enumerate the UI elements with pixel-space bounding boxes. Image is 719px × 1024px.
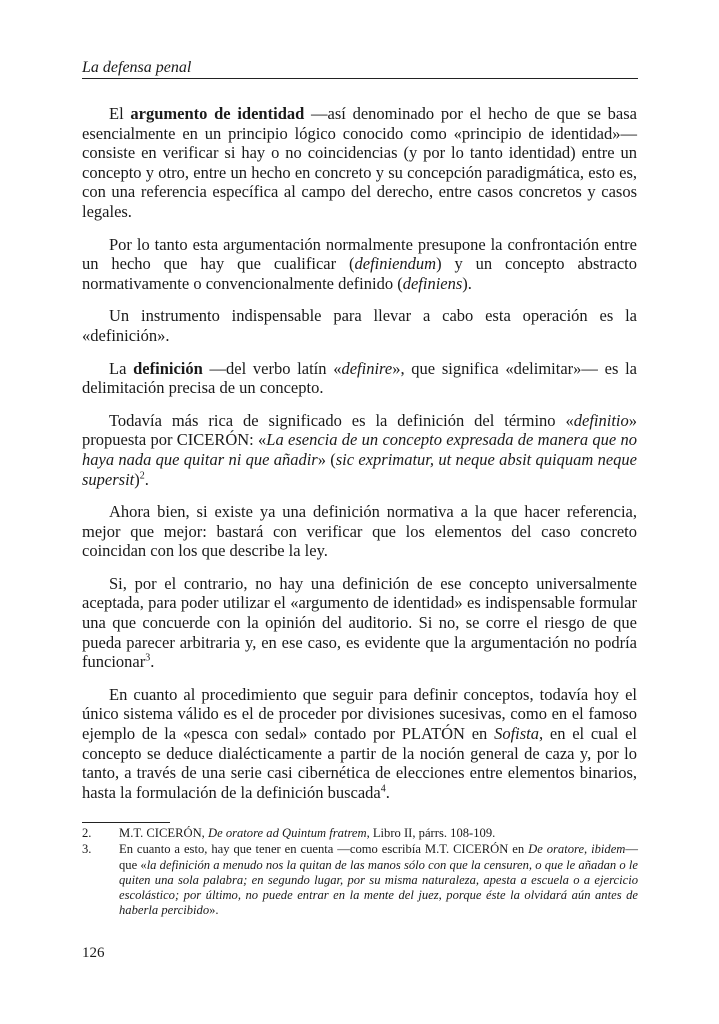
footnotes bbox=[82, 826, 638, 920]
footnote-2 bbox=[82, 826, 638, 841]
footnote-number: 3. bbox=[82, 842, 92, 857]
paragraph-definicion: La definición —del verbo latín «definire», que significa «delimitar»— es la delimitación precisa de un concepto. bbox=[82, 358, 638, 398]
running-header: La defensa penal bbox=[82, 59, 192, 76]
footnote-reference: 3 bbox=[145, 652, 151, 664]
paragraph-definitio-ciceron: Todavía más rica de significado es la definición del término «definitio» propuesta por CICERÓN: «La esencia de un concepto expresada de manera que no haya nada que quitar ni que añadir» (sic exprimatur, ut neque absit quiquam neque supersit)$^2$. bbox=[82, 410, 637, 489]
paragraph-instrumento: Un instrumento indispensable para llevar a cabo esta operación es la «definición». bbox=[82, 306, 637, 345]
paragraph-definicion-normativa: Ahora bien, si existe ya una definición normativa a la que hacer referencia, mejor que mejor: bastará con verificar que los elementos del caso concreto coincidan con los que describe la ley. bbox=[82, 502, 637, 561]
footnote-number: 2. bbox=[82, 826, 92, 840]
header-rule bbox=[82, 78, 638, 79]
term-argumento-de-identidad: argumento de identidad bbox=[130, 104, 305, 123]
page-number: 126 bbox=[82, 945, 105, 961]
paragraph-argumento-identidad: El argumento de identidad —así denominado por el hecho de que se basa esencialmente en un principio lógico conocido como «principio de identidad»— consiste en verificar si hay o no coincidencias (y por lo tanto identidad) entre un concepto y otro, entre un hecho en concreto y su concepción paradigmática, esto es, con una referencia específica al campo del derecho, entre casos concretos y casos legales. bbox=[82, 104, 638, 221]
footnote-reference: 4 bbox=[380, 783, 386, 795]
paragraph-confrontacion: Por lo tanto esta argumentación normalmente presupone la confrontación entre un hecho que hay que cualificar (definiendum) y un concepto abstracto normativamente o convencionalmente definido (definiens). bbox=[82, 234, 637, 293]
footnote-separator bbox=[82, 822, 170, 823]
footnote-reference: 2 bbox=[139, 470, 145, 481]
footnote-3 bbox=[82, 842, 638, 918]
paragraph-procedimiento: En cuanto al procedimiento que seguir para definir conceptos, todavía hoy el único sistema válido es el de proceder por divisiones sucesivas, como en el famoso ejemplo de la «pesca con sedal» contado por PLATÓN en Sofista, en el cual el concepto se deduce dialécticamente a partir de la noción general de caza y, por lo tanto, a través de una serie casi cibernética de elecciones entre elementos binarios, hasta la formulación de la definición buscada$^4$. bbox=[82, 684, 637, 802]
paragraph-sin-definicion: Si, por el contrario, no hay una definición de ese concepto universalmente aceptada, para poder utilizar el «argumento de identidad» es indispensable formular una que concuerde con la opinión del auditorio. Si no, se corre el riesgo de que pueda parecer arbitraria y, en ese caso, es evidente que la argumentación no podría funcionar$^3$. bbox=[82, 573, 637, 672]
footnote-text: M.T. CICERÓN, De oratore ad Quintum fratrem, Libro II, párrs. 108-109. bbox=[119, 826, 496, 840]
body-text bbox=[82, 104, 637, 815]
term-definicion: definición bbox=[133, 358, 203, 378]
footnote-text: En cuanto a esto, hay que tener en cuenta —como escribía M.T. CICERÓN en De oratore, ibidem— que «la definición a menudo nos la quitan de las manos sólo con que la censuren, o que le añadan o le quiten una sola palabra; en segundo lugar, por su misma naturaleza, apesta a escuela o a ejercicio escolástico; por último, no puede entrar en la mente del juez, porque éste la olvidará aún antes de haberla percibido». bbox=[119, 842, 638, 918]
